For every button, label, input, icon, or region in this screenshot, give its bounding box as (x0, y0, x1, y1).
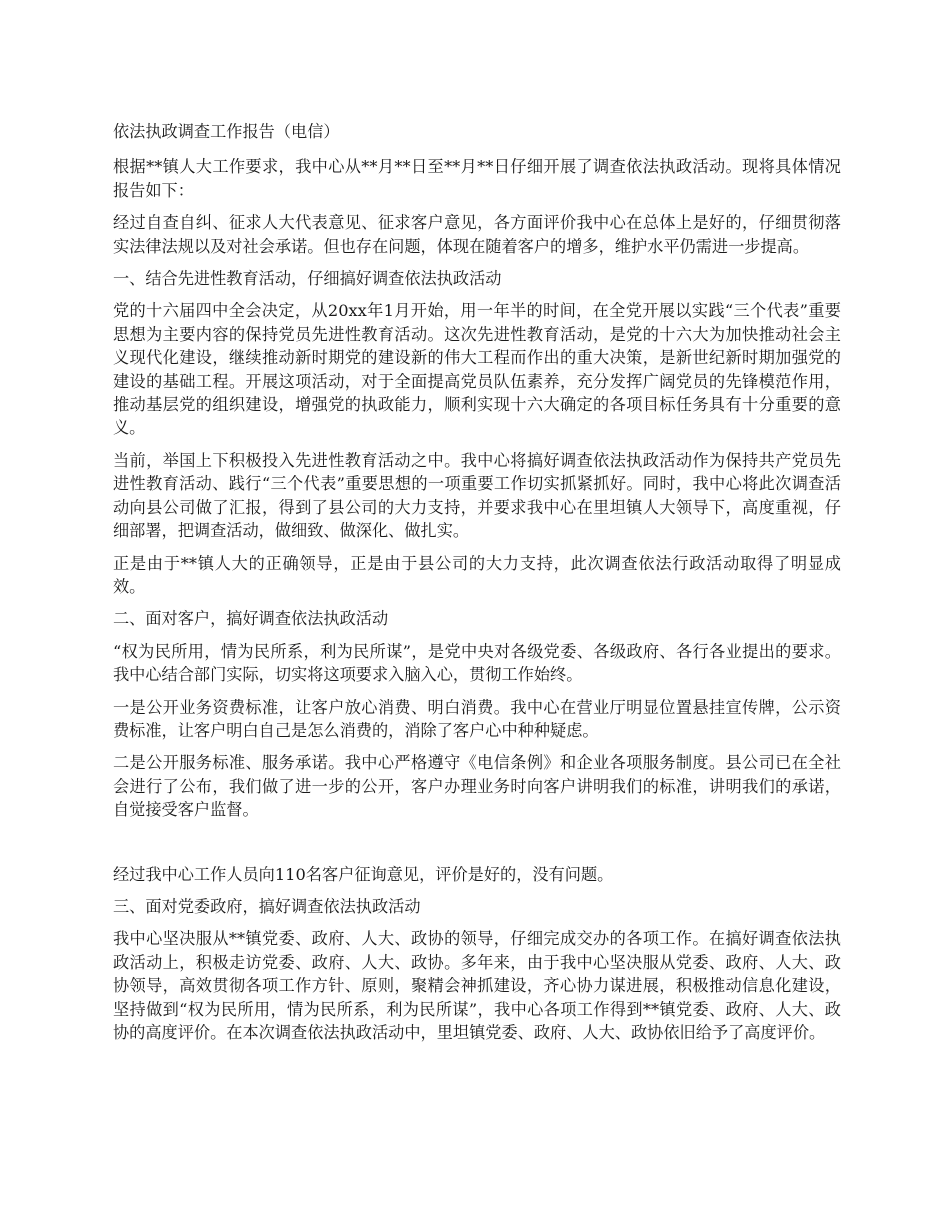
paragraph: 正是由于**镇人大的正确领导，正是由于县公司的大力支持，此次调查依法行政活动取得了明显成效。 (113, 553, 841, 596)
paragraph: 二是公开服务标准、服务承诺。我中心严格遵守《电信条例》和企业各项服务制度。县公司已在全社会进行了公布，我们做了进一步的公开，客户办理业务时向客户讲明我们的标准，讲明我们的承诺，自觉接受客户监督。 (113, 753, 841, 820)
blank-spacer (113, 831, 841, 854)
section-heading-1: 一、结合先进性教育活动，仔细搞好调查依法执政活动 (113, 269, 502, 289)
paragraph: 一是公开业务资费标准，让客户放心消费、明白消费。我中心在营业厅明显位置悬挂宣传牌，公示资费标准，让客户明白自己是怎么消费的，消除了客户心中种种疑虑。 (113, 697, 841, 740)
section-heading-3: 三、面对党委政府，搞好调查依法执政活动 (113, 896, 421, 916)
paragraph: 当前，举国上下积极投入先进性教育活动之中。我中心将搞好调查依法执政活动作为保持共产党员先进性教育活动、践行“三个代表”重要思想的一项重要工作切实抓紧抓好。同时，我中心将此次调查活动向县公司做了汇报，得到了县公司的大力支持，并要求我中心在里坦镇人大领导下，高度重视，仔细部署，把调查活动，做细致、做深化、做扎实。 (113, 450, 841, 541)
paragraph: 我中心坚决服从**镇党委、政府、人大、政协的领导，仔细完成交办的各项工作。在搞好调查依法执政活动上，积极走访党委、政府、人大、政协。多年来，由于我中心坚决服从党委、政府、人大、政协领导，高效贯彻各项工作方针、原则，聚精会神抓建设，齐心协力谋进展，积极推动信息化建设，坚持做到“权为民所用，情为民所系，利为民所谋”，我中心各项工作得到**镇党委、政府、人大、政协的高度评价。在本次调查依法执政活动中，里坦镇党委、政府、人大、政协依旧给予了高度评价。 (113, 929, 841, 1042)
paragraph-intro: 根据**镇人大工作要求，我中心从**月**日至**月**日仔细开展了调查依法执政活动。现将具体情况报告如下： (113, 157, 841, 200)
paragraph: 党的十六届四中全会决定，从20xx年1月开始，用一年半的时间，在全党开展以实践“三个代表”重要思想为主要内容的保持党员先进性教育活动。这次先进性教育活动，是党的十六大为加快推动社会主义现代化建设，继续推动新时期党的建设新的伟大工程而作出的重大决策，是新世纪新时期加强党的建设的基础工程。开展这项活动，对于全面提高党员队伍素养，充分发挥广阔党员的先锋模范作用，推动基层党的组织建设，增强党的执政能力，顺利实现十六大确定的各项目标任务具有十分重要的意义。 (113, 301, 841, 438)
document-title: 依法执政调查工作报告（电信） (113, 122, 340, 141)
section-heading-2: 二、面对客户，搞好调查依法执政活动 (113, 609, 389, 629)
document-body (113, 120, 841, 1053)
paragraph: “权为民所用，情为民所系，利为民所谋”，是党中央对各级党委、各级政府、各行各业提出的要求。我中心结合部门实际，切实将这项要求入脑入心，贯彻工作始终。 (113, 641, 841, 685)
paragraph-summary: 经过自查自纠、征求人大代表意见、征求客户意见，各方面评价我中心在总体上是好的，仔细贯彻落实法律法规以及对社会承诺。但也存在问题，体现在随着客户的增多，维护水平仍需进一步提高。 (113, 213, 841, 256)
paragraph: 经过我中心工作人员向110名客户征询意见，评价是好的，没有问题。 (113, 864, 614, 884)
